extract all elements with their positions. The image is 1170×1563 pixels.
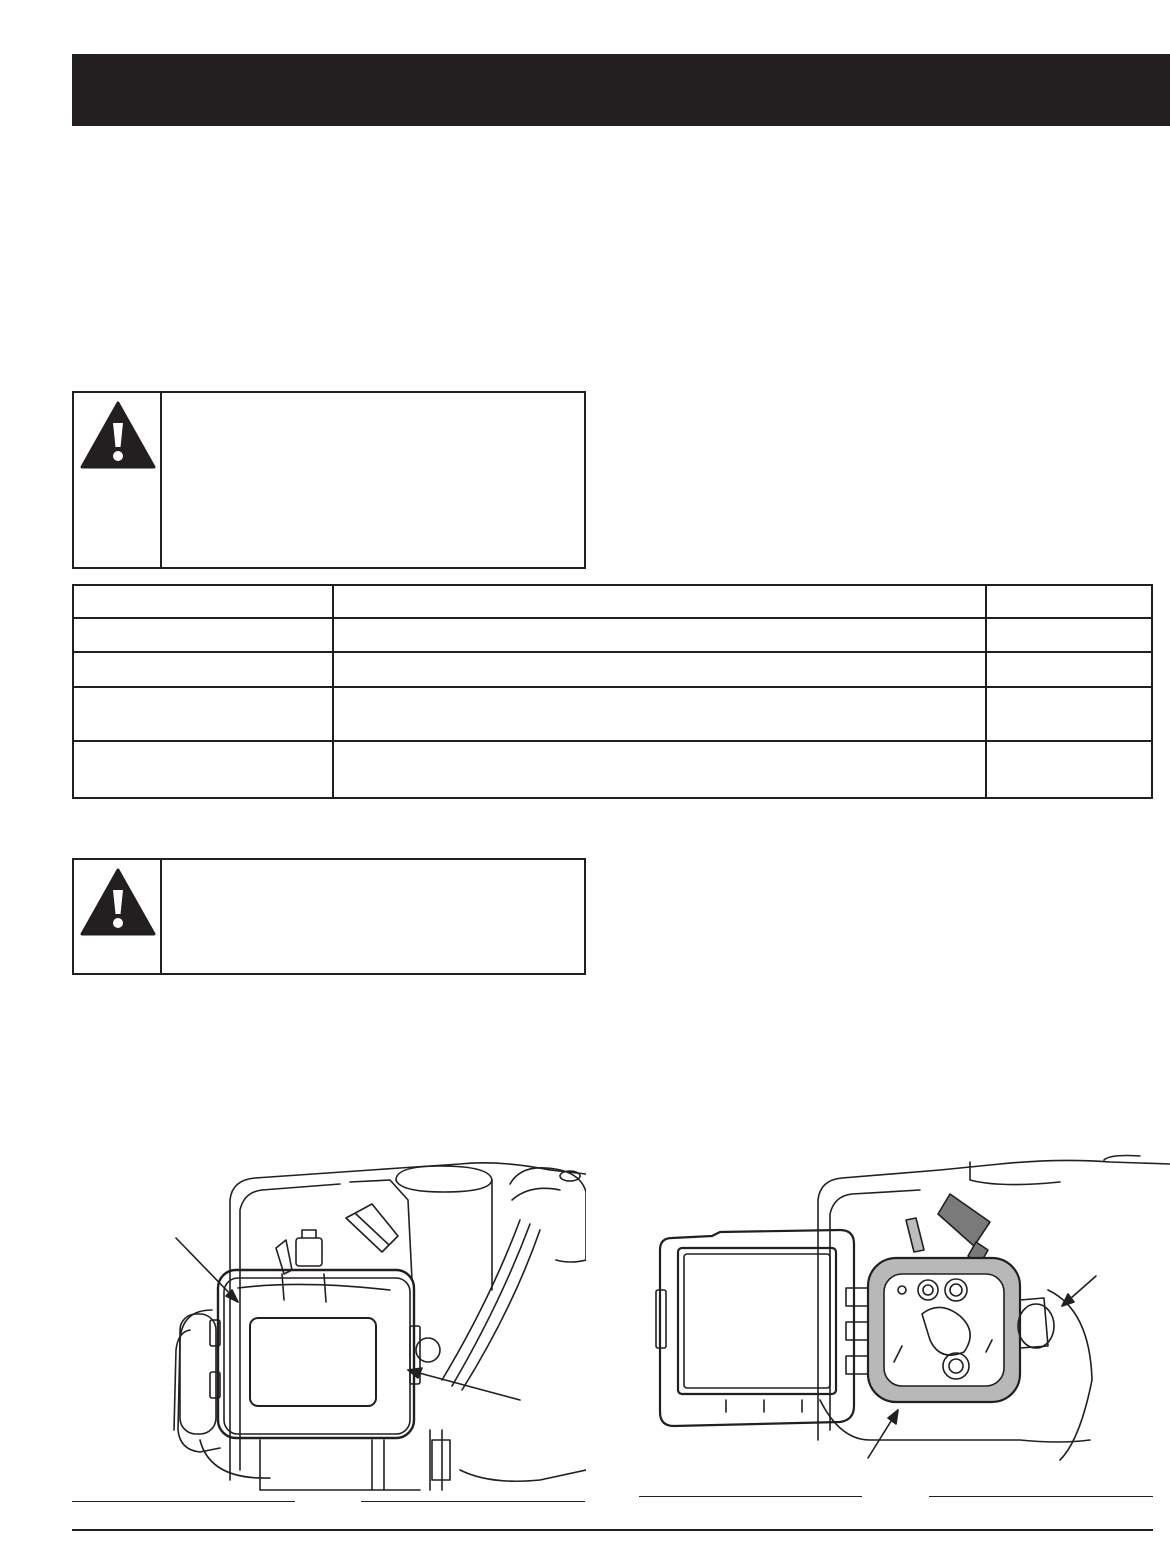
maintenance-table: [72, 584, 1153, 799]
table-cell: [986, 585, 1152, 618]
warning-triangle-icon: [80, 868, 156, 936]
table-cell: [333, 618, 987, 652]
table-row: [73, 585, 1152, 618]
table-cell: [986, 652, 1152, 687]
warning-box: [72, 391, 586, 569]
table-row: [73, 618, 1152, 652]
table-cell: [333, 687, 987, 741]
table-cell: [333, 652, 987, 687]
table-row: [73, 652, 1152, 687]
table-cell: [73, 585, 333, 618]
table-cell: [73, 741, 333, 798]
table-cell: [73, 687, 333, 741]
caption-rule: [72, 1501, 295, 1502]
warning-icon-cell: [74, 860, 162, 973]
table-row: [73, 687, 1152, 741]
engine-air-filter-open-illustration: [640, 1140, 1170, 1500]
table-cell: [986, 687, 1152, 741]
table-cell: [333, 585, 987, 618]
caption-rule: [361, 1501, 585, 1502]
table-cell: [73, 618, 333, 652]
engine-air-filter-cover-illustration: [160, 1140, 586, 1500]
footer-rule: [72, 1529, 1153, 1531]
section-header-bar: [72, 54, 1170, 126]
table-cell: [73, 652, 333, 687]
table-cell: [333, 741, 987, 798]
table-row: [73, 741, 1152, 798]
table-cell: [986, 741, 1152, 798]
caption-rule: [639, 1496, 862, 1497]
warning-icon-cell: [74, 393, 162, 567]
table-cell: [986, 618, 1152, 652]
warning-box: [72, 858, 586, 975]
caption-rule: [929, 1496, 1153, 1497]
warning-triangle-icon: [80, 401, 156, 469]
